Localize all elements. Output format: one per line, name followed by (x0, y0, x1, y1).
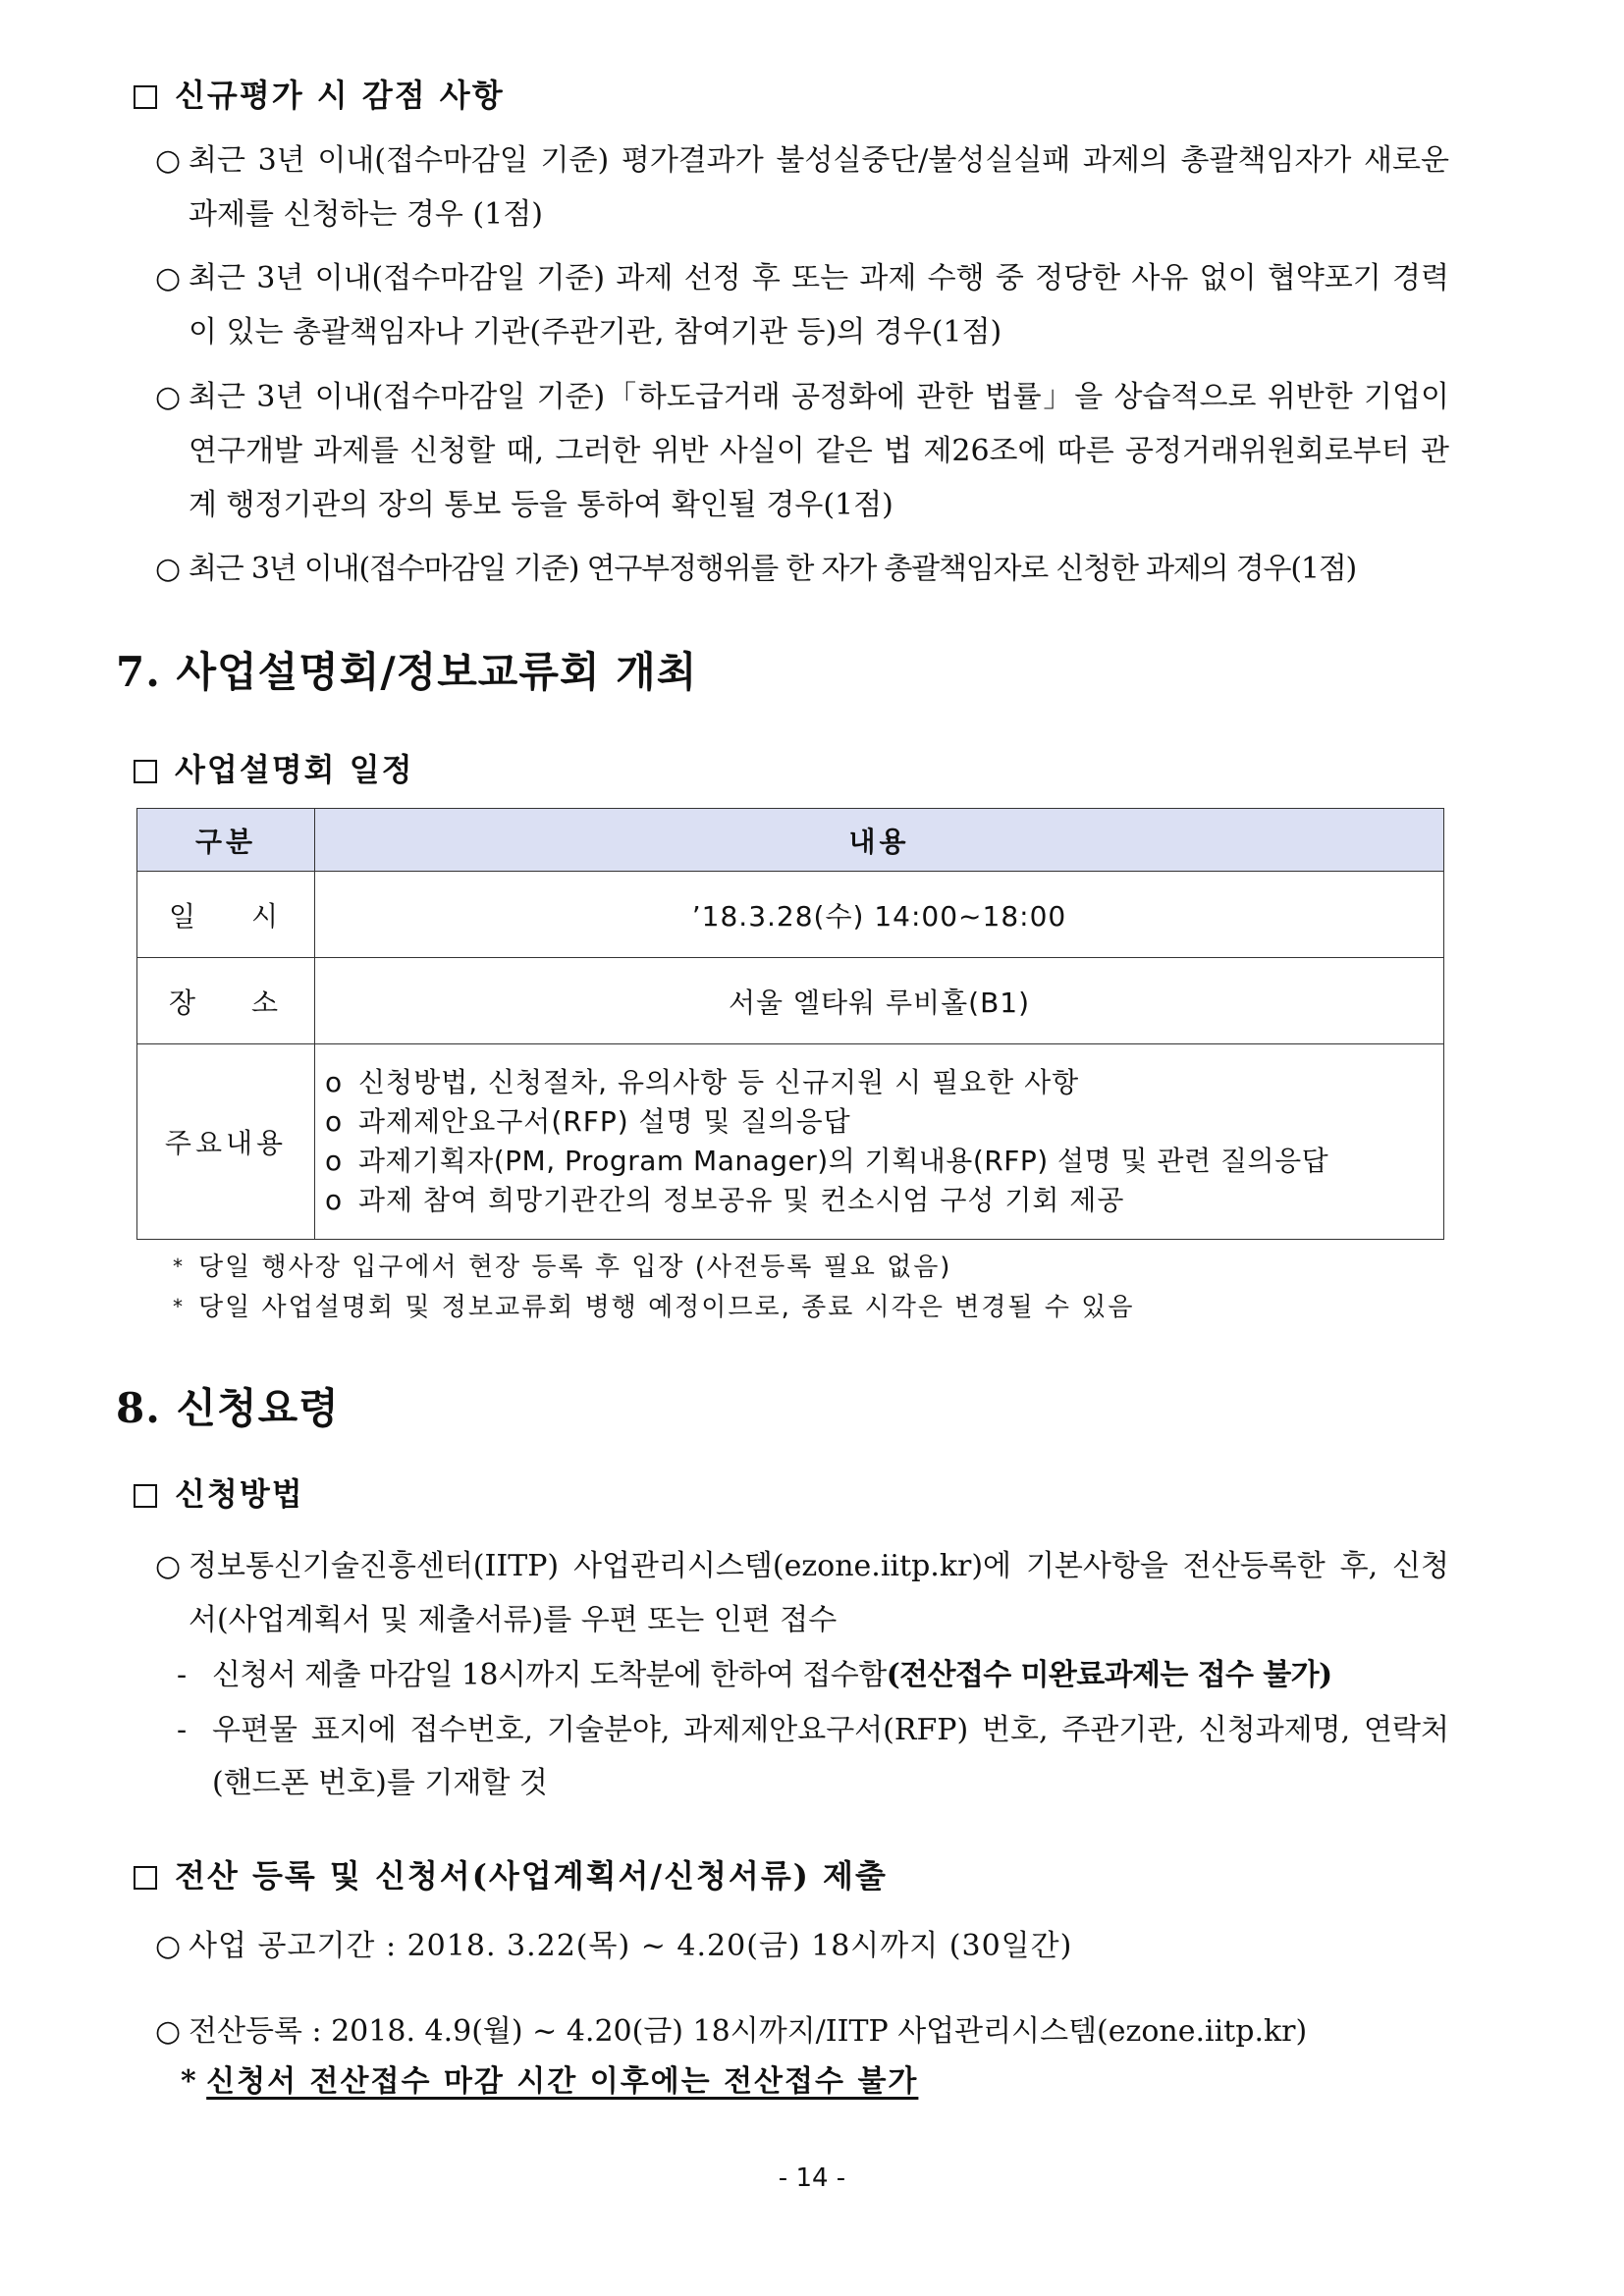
schedule-heading: 사업설명회 일정 (134, 745, 414, 790)
circle-bullet-icon: ○ (155, 552, 182, 586)
bullet-o-icon: o (325, 1145, 344, 1177)
dash-bullet-icon: - (177, 1713, 188, 1747)
table-row (137, 958, 1444, 1044)
bullet-o-icon: o (325, 1184, 344, 1216)
application-method-heading: 신청방법 (134, 1469, 304, 1515)
penalty-item (155, 133, 1449, 241)
table-header-category: 구분 (137, 809, 315, 872)
announcement-period-item (155, 1919, 1449, 1973)
bullet-o-icon: o (325, 1066, 344, 1098)
table-row (137, 872, 1444, 958)
online-registration-heading: 전산 등록 및 신청서(사업계획서/신청서류) 제출 (134, 1851, 888, 1896)
dash-bullet-icon: - (177, 1658, 188, 1692)
row-value-datetime: ’18.3.28(수) 14:00~18:00 (315, 872, 1444, 958)
bold-note: (전산접수 미완료과제는 접수 불가) (886, 1658, 1332, 1692)
checkbox-square-icon (134, 85, 157, 109)
penalty-item-text: 최근 3년 이내(접수마감일 기준)「하도급거래 공정화에 관한 법률」을 상습적으로 위반한 기업이 연구개발 과제를 신청할 때, 그러한 위반 사실이 같은 법 제26조에 따른 공정거래위원회로부터 관계 행정기관의 장의 통보 등을 통하여 확인될 경우(1점) (189, 380, 1449, 522)
section-8-title: 8. 신청요령 (116, 1384, 340, 1432)
penalty-heading: 신규평가 시 감점 사항 (134, 71, 505, 116)
penalty-item-text: 최근 3년 이내(접수마감일 기준) 평가결과가 불성실중단/불성실실패 과제의 총괄책임자가 새로운 과제를 신청하는 경우 (1점) (189, 143, 1449, 232)
row-label-datetime: 일 시 (137, 872, 315, 958)
online-registration-text: 전산등록 : 2018. 4.9(월) ~ 4.20(금) 18시까지/IITP 사업관리시스템(ezone.iitp.kr) (189, 2014, 1308, 2049)
application-sub-item (177, 1704, 1449, 1810)
checkbox-square-icon (134, 1484, 157, 1508)
row-label-venue: 장 소 (137, 958, 315, 1044)
circle-bullet-icon: ○ (155, 380, 182, 414)
circle-bullet-icon: ○ (155, 143, 182, 178)
bullet-o-icon: o (325, 1105, 344, 1138)
application-sub-item (177, 1649, 1449, 1702)
schedule-table (136, 808, 1444, 1240)
table-header-content: 내용 (315, 809, 1444, 872)
schedule-note: * 당일 행사장 입구에서 현장 등록 후 입장 (사전등록 필요 없음) (173, 1253, 952, 1282)
asterisk-icon: * (173, 1255, 185, 1278)
online-registration-item (155, 2004, 1449, 2058)
penalty-item-text: 최근 3년 이내(접수마감일 기준) 연구부정행위를 한 자가 총괄책임자로 신청한 과제의 경우(1점) (189, 552, 1357, 586)
application-method-item (155, 1539, 1449, 1647)
row-label-main-content: 주요내용 (137, 1044, 315, 1240)
circle-bullet-icon: ○ (155, 1929, 182, 1963)
application-sub-text: 신청서 제출 마감일 18시까지 도착분에 한하여 접수함(전산접수 미완료과제는 접수 불가) (212, 1658, 1332, 1692)
circle-bullet-icon: ○ (155, 261, 182, 295)
row-value-venue: 서울 엘타워 루비홀(B1) (315, 958, 1444, 1044)
table-row (137, 1044, 1444, 1240)
asterisk-icon: * (181, 2064, 196, 2099)
section-7-title: 7. 사업설명회/정보교류회 개최 (116, 648, 698, 696)
main-content-list (315, 1044, 1444, 1240)
deadline-warning-text: 신청서 전산접수 마감 시간 이후에는 전산접수 불가 (206, 2064, 919, 2099)
penalty-item (155, 251, 1449, 359)
penalty-item (155, 542, 1449, 596)
page-number: - 14 - (778, 2163, 846, 2193)
application-sub-text: 우편물 표지에 접수번호, 기술분야, 과제제안요구서(RFP) 번호, 주관기관, 신청과제명, 연락처(핸드폰 번호)를 기재할 것 (212, 1713, 1449, 1800)
asterisk-icon: * (173, 1295, 185, 1318)
list-item: o 과제제안요구서(RFP) 설명 및 질의응답 (325, 1102, 1432, 1142)
list-item: o 과제 참여 희망기관간의 정보공유 및 컨소시엄 구성 기회 제공 (325, 1181, 1432, 1220)
penalty-item-text: 최근 3년 이내(접수마감일 기준) 과제 선정 후 또는 과제 수행 중 정당한 사유 없이 협약포기 경력이 있는 총괄책임자나 기관(주관기관, 참여기관 등)의 경우(1점) (189, 261, 1449, 349)
checkbox-square-icon (134, 760, 157, 783)
circle-bullet-icon: ○ (155, 1549, 182, 1583)
schedule-note: * 당일 사업설명회 및 정보교류회 병행 예정이므로, 종료 시각은 변경될 수 있음 (173, 1293, 1135, 1322)
circle-bullet-icon: ○ (155, 2014, 182, 2049)
list-item: o 과제기획자(PM, Program Manager)의 기획내용(RFP) 설명 및 관련 질의응답 (325, 1142, 1432, 1181)
deadline-warning (181, 2056, 918, 2100)
application-method-text: 정보통신기술진흥센터(IITP) 사업관리시스템(ezone.iitp.kr)에 기본사항을 전산등록한 후, 신청서(사업계획서 및 제출서류)를 우편 또는 인편 접수 (189, 1549, 1449, 1637)
announcement-period-text: 사업 공고기간 : 2018. 3.22(목) ~ 4.20(금) 18시까지 (30일간) (189, 1929, 1073, 1963)
list-item: o 신청방법, 신청절차, 유의사항 등 신규지원 시 필요한 사항 (325, 1063, 1432, 1102)
penalty-item (155, 370, 1449, 532)
checkbox-square-icon (134, 1866, 157, 1890)
